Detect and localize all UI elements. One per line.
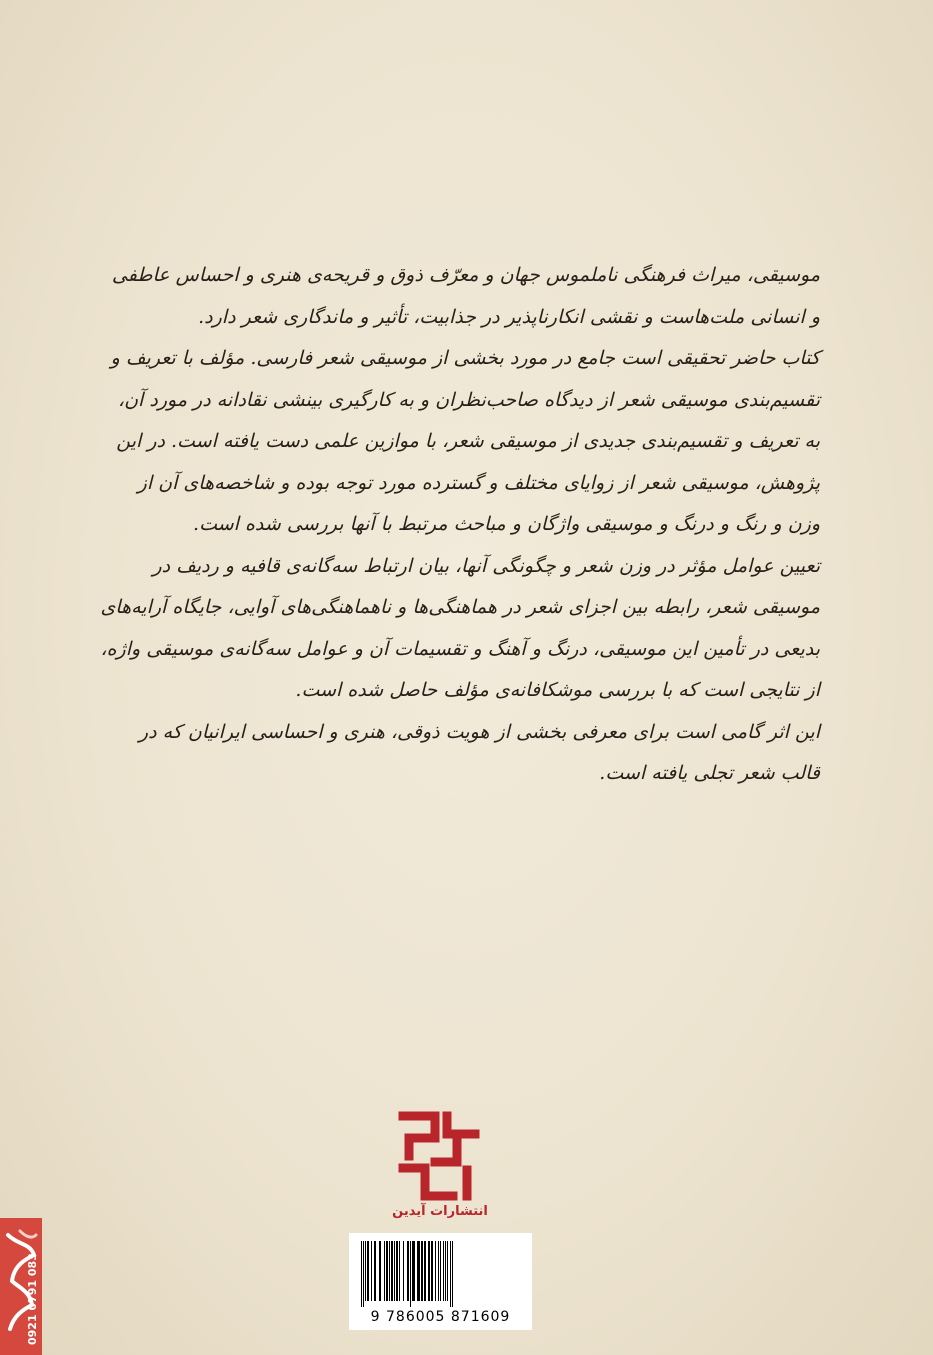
barcode-bar (399, 1241, 400, 1301)
barcode-bar (445, 1241, 446, 1301)
barcode-bar (410, 1241, 411, 1307)
barcode-bar (384, 1241, 385, 1301)
publisher-logo (395, 1110, 485, 1202)
barcode-bar (412, 1241, 415, 1301)
barcode-bar (391, 1241, 393, 1301)
barcode-bar (421, 1241, 423, 1301)
barcode-bar (389, 1241, 390, 1301)
barcode-bar (396, 1241, 398, 1301)
barcode-bar (379, 1241, 381, 1301)
blurb-paragraph-4: این اثر گامی است برای معرفی بخشی از هویت ذوقی، هنری و احساسی ایرانیان که در قالب شعر تجلی یافته است. (138, 720, 820, 784)
barcode-bar (365, 1241, 366, 1301)
isbn-barcode (349, 1233, 532, 1330)
barcode-bar (438, 1241, 439, 1301)
barcode-bar (394, 1241, 395, 1301)
barcode-bar (386, 1241, 388, 1301)
barcode-bars (357, 1241, 524, 1307)
barcode-bar (428, 1241, 430, 1301)
barcode-bar (363, 1241, 364, 1307)
barcode-bar (443, 1241, 444, 1301)
barcode-bar (452, 1241, 453, 1307)
barcode-bar (371, 1241, 372, 1301)
barcode-bar (435, 1241, 436, 1301)
blurb-paragraph-1: موسیقی، میراث فرهنگی ناملموس جهان و معرّف ذوق و قریحه‌ی هنری و احساس عاطفی و انسانی ملت‌هاست و نقشی انکارناپذیر در جذابیت، تأثیر و ماندگاری شعر دارد. (111, 264, 820, 328)
back-cover-blurb (100, 255, 820, 795)
isbn-number: 9 786005 871609 (370, 1309, 511, 1325)
barcode-bar (450, 1241, 451, 1307)
barcode-bar (374, 1241, 376, 1301)
barcode-bar (424, 1241, 426, 1301)
blurb-paragraph-3: تعیین عوامل مؤثر در وزن شعر و چگونگی آنها، بیان ارتباط سه‌گانه‌ی قافیه و ردیف در موسیقی شعر، رابطه بین اجزای شعر در هماهنگی‌ها و ناهماهنگی‌های آوایی، جایگاه آرایه‌های بدیعی در تأمین این موسیقی، درنگ و آهنگ و تقسیمات آن و عوامل سه‌گانه‌ی موسیقی واژه، از نتایجی است که با بررسی موشکافانه‌ی مؤلف حاصل شده است. (100, 554, 820, 701)
barcode-bar (367, 1241, 369, 1301)
spine-code: 0921 0791 083 (26, 1253, 39, 1345)
blurb-paragraph-2: کتاب حاضر تحقیقی است جامع در مورد بخشی از موسیقی شعر فارسی. مؤلف با تعریف و تقسیم‌بندی موسیقی شعر از دیدگاه صاحب‌نظران و به کارگیری بینشی نقادانه در مورد آن، به تعریف و تقسیم‌بندی جدیدی از موسیقی شعر، با موازین علمی دست یافته است. در این پژوهش، موسیقی شعر از زوایای مختلف و گسترده مورد توجه بوده و شاخصه‌های آن از وزن و رنگ و درنگ و موسیقی واژگان و مباحث مرتبط با آنها بررسی شده است. (110, 347, 820, 535)
barcode-bar (403, 1241, 404, 1301)
publisher-name: انتشارات آیدین (392, 1204, 488, 1219)
barcode-bar (407, 1241, 409, 1301)
barcode-bar (440, 1241, 441, 1301)
barcode-bar (417, 1241, 420, 1301)
barcode-bar (447, 1241, 448, 1301)
barcode-bar (431, 1241, 433, 1301)
barcode-bar (361, 1241, 362, 1307)
